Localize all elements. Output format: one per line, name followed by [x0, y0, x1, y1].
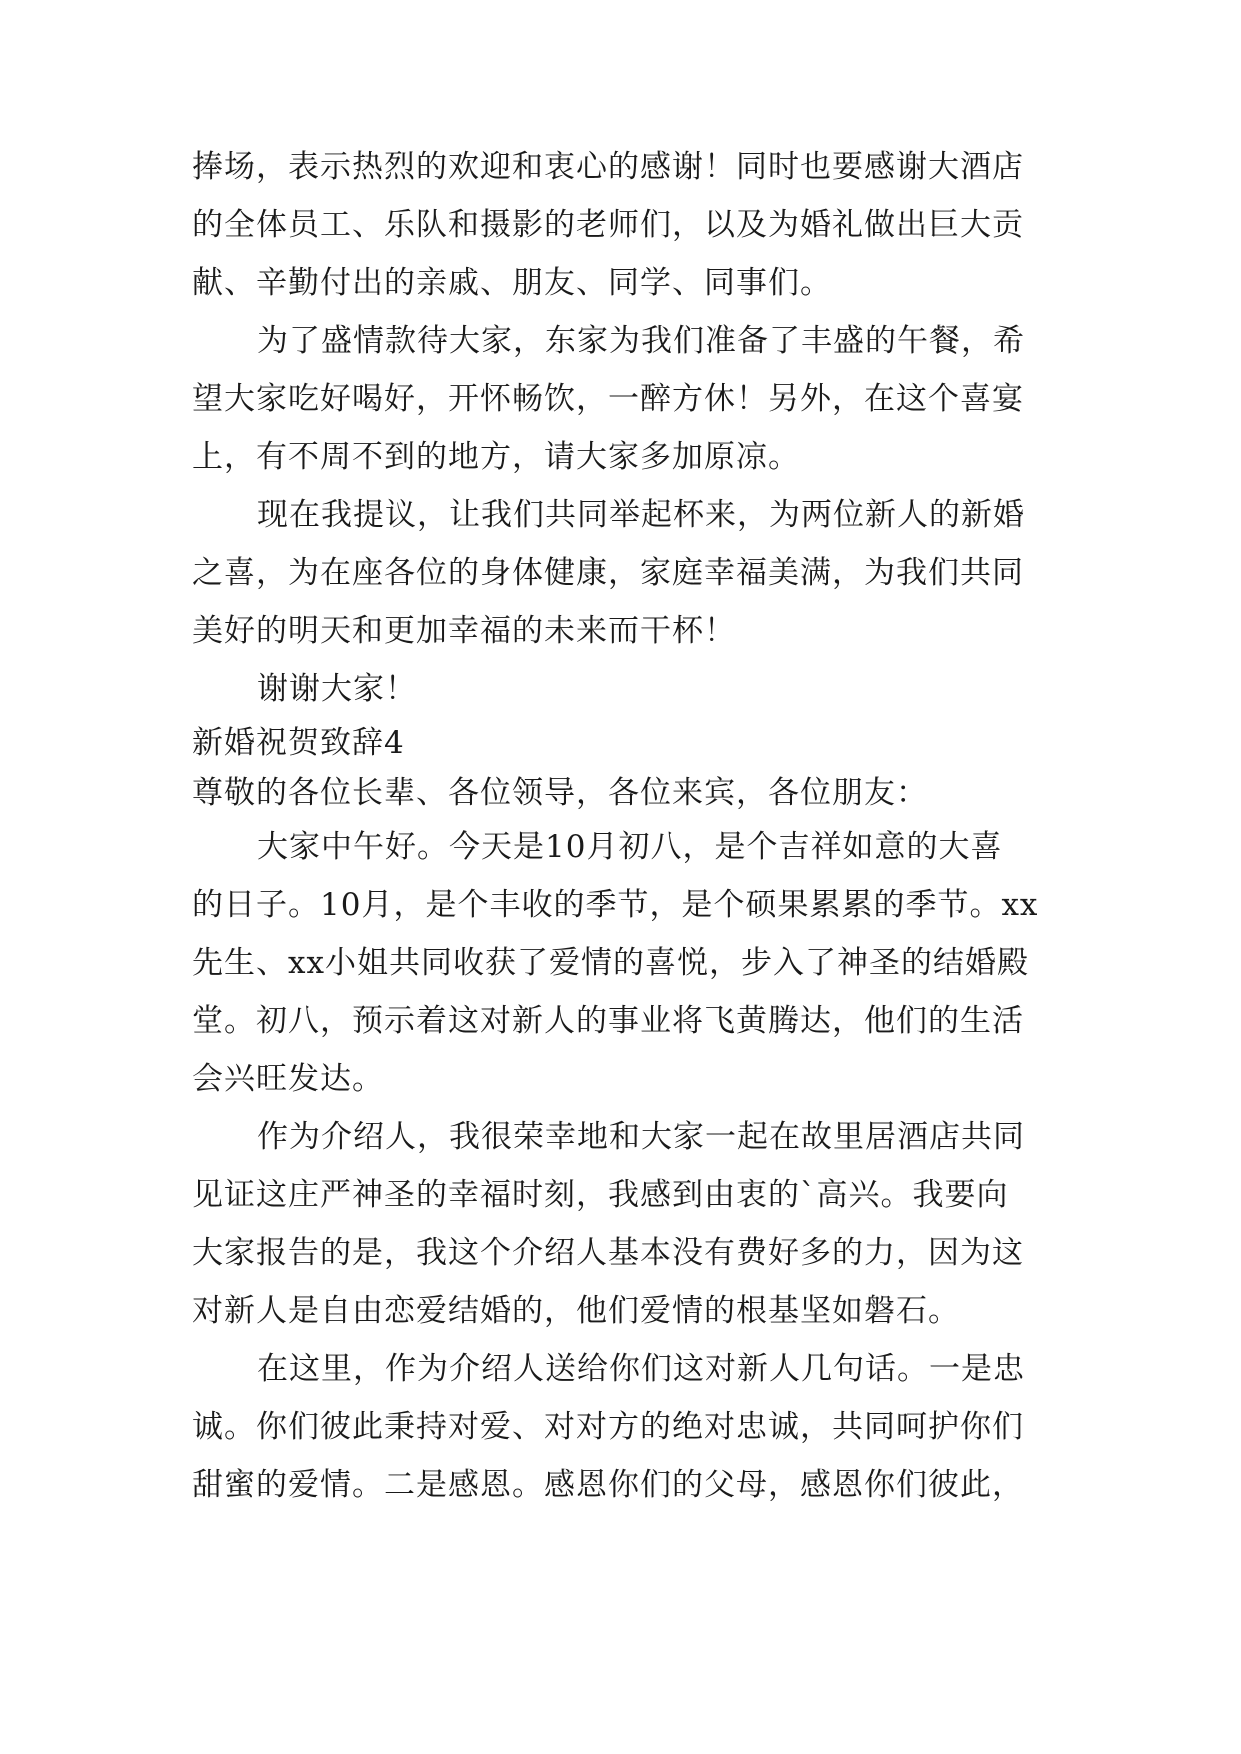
paragraph-line: 堂。初八，预示着这对新人的事业将飞黄腾达，他们的生活: [192, 1003, 1024, 1039]
paragraph-line: 在这里，作为介绍人送给你们这对新人几句话。一是忠: [257, 1351, 1025, 1387]
paragraph-line: 会兴旺发达。: [192, 1061, 384, 1097]
paragraph-line: 大家报告的是，我这个介绍人基本没有费好多的力，因为这: [192, 1235, 1024, 1271]
section-title: 新婚祝贺致辞4: [192, 725, 405, 761]
paragraph-line: 见证这庄严神圣的幸福时刻，我感到由衷的`高兴。我要向: [192, 1177, 1009, 1213]
paragraph-line: 诚。你们彼此秉持对爱、对对方的绝对忠诚，共同呵护你们: [192, 1409, 1024, 1445]
paragraph-line: 上，有不周不到的地方，请大家多加原凉。: [192, 439, 800, 475]
paragraph-line: 先生、xx小姐共同收获了爱情的喜悦，步入了神圣的结婚殿: [192, 945, 1029, 981]
paragraph-line: 望大家吃好喝好，开怀畅饮，一醉方休！另外，在这个喜宴: [192, 381, 1024, 417]
salutation: 尊敬的各位长辈、各位领导，各位来宾，各位朋友：: [192, 775, 928, 811]
paragraph-line: 的日子。10月，是个丰收的季节，是个硕果累累的季节。xx: [192, 887, 1039, 923]
paragraph-line: 捧场，表示热烈的欢迎和衷心的感谢！同时也要感谢大酒店: [192, 149, 1024, 185]
paragraph-line: 现在我提议，让我们共同举起杯来，为两位新人的新婚: [257, 497, 1025, 533]
paragraph-line: 的全体员工、乐队和摄影的老师们，以及为婚礼做出巨大贡: [192, 207, 1024, 243]
paragraph-line: 美好的明天和更加幸福的未来而干杯！: [192, 613, 736, 649]
paragraph-line: 献、辛勤付出的亲戚、朋友、同学、同事们。: [192, 265, 832, 301]
paragraph-line: 对新人是自由恋爱结婚的，他们爱情的根基坚如磐石。: [192, 1293, 960, 1329]
paragraph-line: 之喜，为在座各位的身体健康，家庭幸福美满，为我们共同: [192, 555, 1024, 591]
paragraph-line: 甜蜜的爱情。二是感恩。感恩你们的父母，感恩你们彼此，: [192, 1467, 1024, 1503]
document-body: [192, 138, 1062, 1514]
paragraph-line: 大家中午好。今天是10月初八，是个吉祥如意的大喜: [257, 829, 1003, 865]
closing-line: 谢谢大家！: [257, 671, 417, 707]
paragraph-line: 为了盛情款待大家，东家为我们准备了丰盛的午餐，希: [257, 323, 1025, 359]
paragraph-line: 作为介绍人，我很荣幸地和大家一起在故里居酒店共同: [257, 1119, 1025, 1155]
